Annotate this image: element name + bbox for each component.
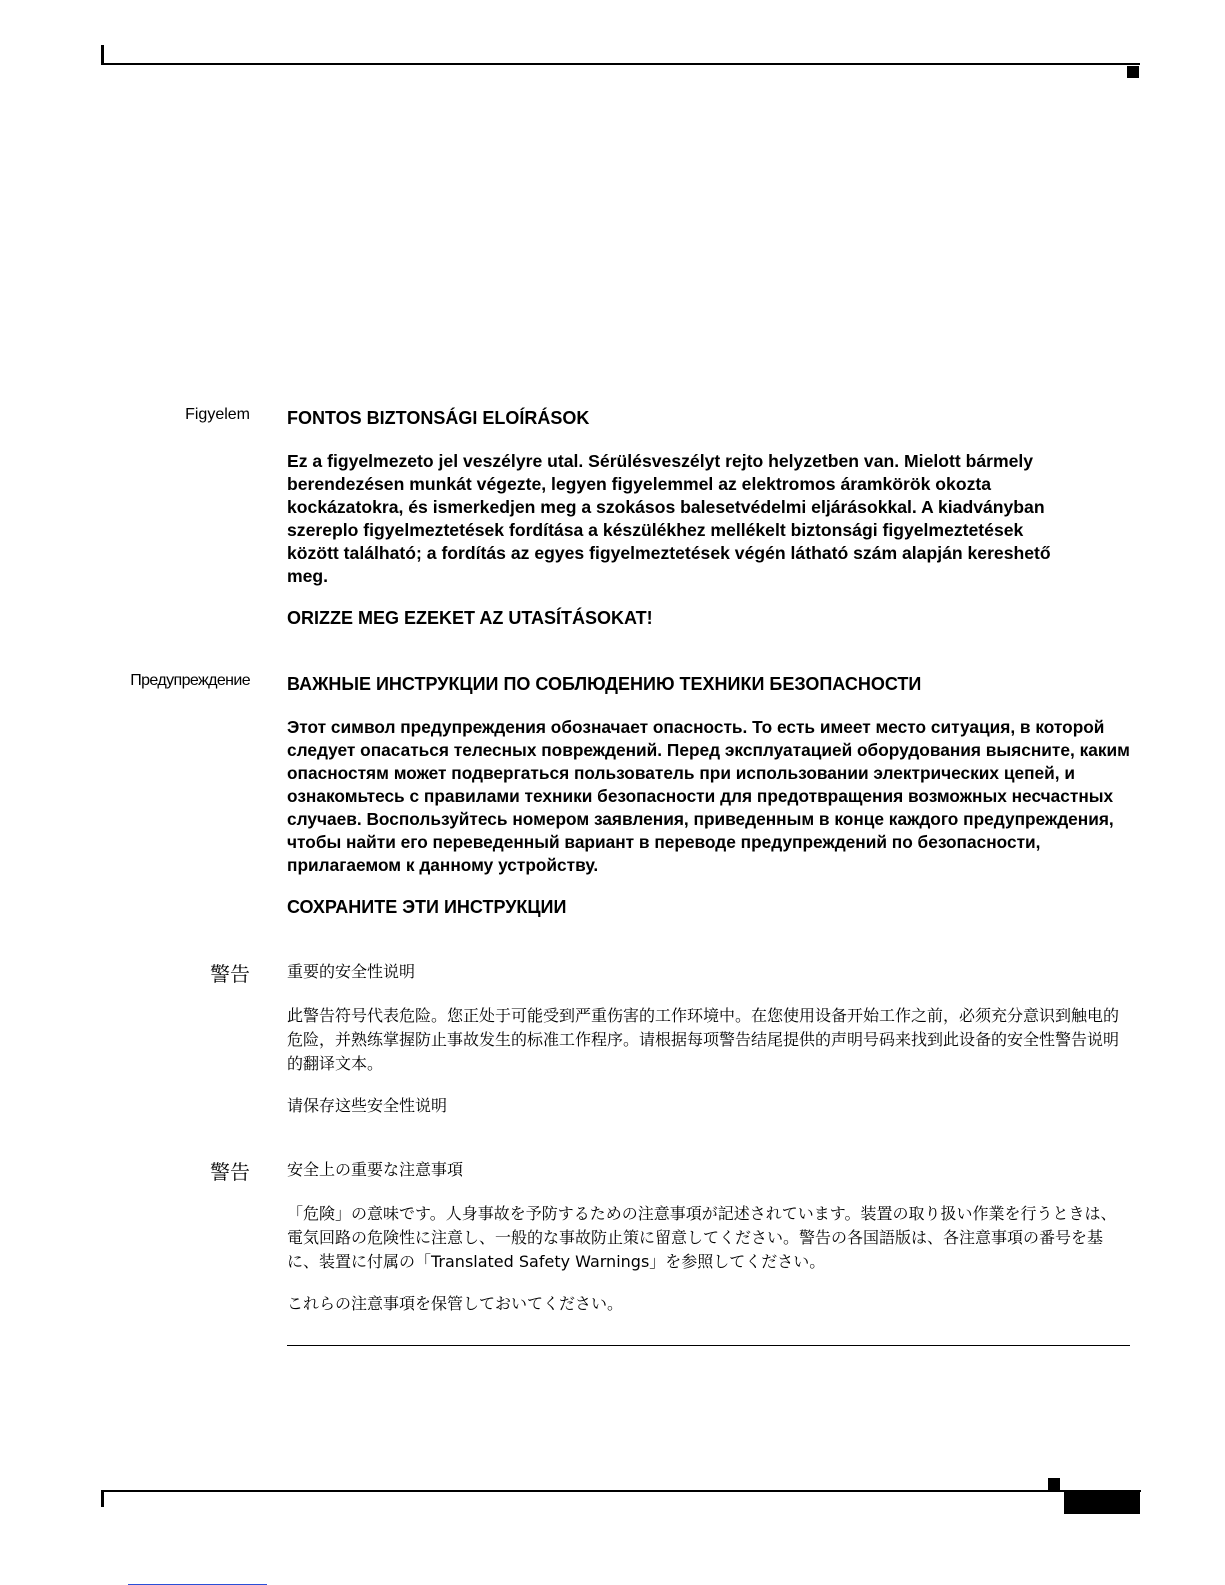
footer-marker — [1048, 1478, 1060, 1490]
header-rule-tick — [101, 45, 104, 65]
warning-title: FONTOS BIZTONSÁGI ELOÍRÁSOK — [287, 408, 590, 428]
warning-keep-instructions: СОХРАНИТЕ ЭТИ ИНСТРУКЦИИ — [287, 897, 567, 917]
warning-label: 警告 — [210, 1160, 250, 1184]
warning-text: Ez a figyelmezeto jel veszélyre utal. Sérülésveszélyt rejto helyzetben van. Mielott bármely berendezésen munkát végezte, legyen figyelemmel az elektromos áramkörök okozta kockázatokra, és ismerkedjen meg a szokásos balesetvédelmi eljárásokkal. A kiadványban szereplo figyelmeztetések fordítása a készülékhez mellékelt biztonsági figyelmeztetések között található; a fordítás az egyes figyelmeztetések végén látható szám alapján kereshető meg. — [287, 451, 1051, 586]
warning-text: 此警告符号代表危险。您正处于可能受到严重伤害的工作环境中。在您使用设备开始工作之前，必须充分意识到触电的危险，并熟练掌握防止事故发生的标准工作程序。请根据每项警告结尾提供的声明号码来找到此设备的安全性警告说明的翻译文本。 — [287, 1006, 1120, 1073]
warning-title: 重要的安全性说明 — [287, 962, 416, 981]
warning-title: ВАЖНЫЕ ИНСТРУКЦИИ ПО СОБЛЮДЕНИЮ ТЕХНИКИ БЕЗОПАСНОСТИ — [287, 674, 922, 694]
header-marker — [1127, 66, 1139, 78]
warning-text: Этот символ предупреждения обозначает опасность. То есть имеет место ситуация, в которой следует опасаться телесных повреждений. Перед эксплуатацией оборудования выясните, каким опасностям может подвергаться пользователь при использовании электрических цепей, и ознакомьтесь с правилами техники безопасности для предотвращения возможных несчастных случаев. Воспользуйтесь номером заявления, приведенным в конце каждого предупреждения, чтобы найти его переведенный вариант в переводе предупреждений по безопасности, прилагаемом к данному устройству. — [287, 717, 1130, 875]
warning-title: 安全上の重要な注意事項 — [287, 1160, 464, 1179]
warning-body — [287, 672, 1147, 919]
warning-body — [287, 1158, 1147, 1316]
warning-keep-instructions: 请保存这些安全性说明 — [287, 1096, 448, 1115]
warning-body — [287, 960, 1147, 1118]
warning-keep-instructions: ORIZZE MEG EZEKET AZ UTASÍTÁSOKAT! — [287, 608, 653, 628]
warning-text: 「危険」の意味です。人身事故を予防するための注意事項が記述されています。装置の取り扱い作業を行うときは、電気回路の危険性に注意し、一般的な事故防止策に留意してください。警告の各国語版は、各注意事項の番号を基に、装置に付属の「Translated Safety Warnings」を参照してください。 — [287, 1204, 1117, 1271]
warning-label: 警告 — [210, 962, 250, 986]
footer-rule — [101, 1490, 1141, 1492]
section-end-rule — [287, 1345, 1130, 1346]
warning-body — [287, 406, 1147, 630]
warning-label: Предупреждение — [130, 672, 250, 689]
warning-keep-instructions: これらの注意事項を保管しておいてください。 — [287, 1294, 624, 1313]
warning-label: Figyelem — [185, 406, 250, 423]
footer-rule-tick — [101, 1490, 104, 1507]
page-number-tab — [1064, 1492, 1140, 1514]
header-rule — [101, 63, 1140, 65]
